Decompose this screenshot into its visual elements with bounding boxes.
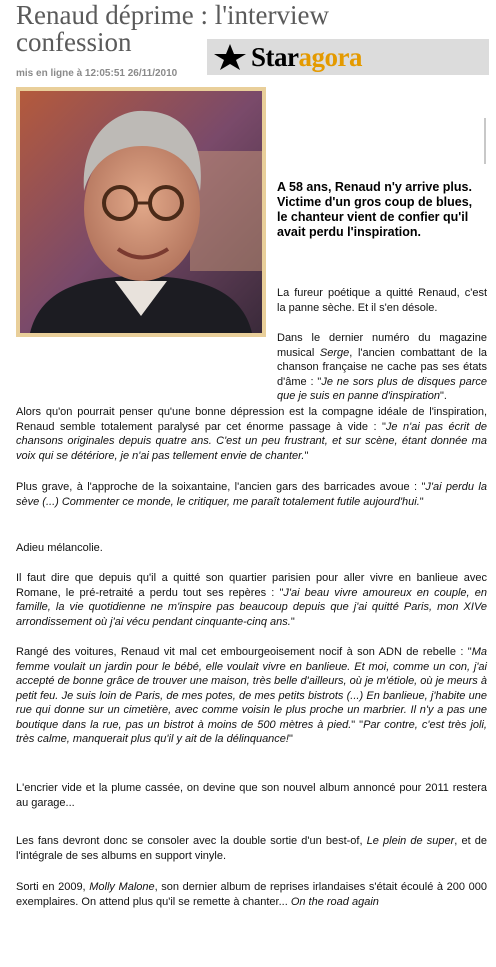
p7-end: " [288, 733, 293, 745]
paragraph-4 [16, 480, 487, 509]
paragraph-2 [16, 331, 487, 404]
p7-sep: " " [351, 718, 364, 731]
p4-quote: J'ai perdu la sève (...) Commenter ce monde, le critiquer, me paraît totalement futile aujourd'hui. [16, 481, 487, 508]
logo-word-star: Star [251, 41, 299, 72]
paragraph-10 [16, 880, 487, 909]
p6-quote: J'ai beau vivre amoureux en couple, en famille, la vie quotidienne ne m'inspire pas beaucoup depuis que j'ai quitté Paris, mon XIVe arrondissement où j'ai vécu pendant cinquante-cinq ans. [16, 586, 487, 628]
p9-text: Les fans devront donc se consoler avec la double sortie d'un best-of, [16, 835, 367, 847]
p2-text-e: ". [439, 390, 447, 402]
staragora-logo[interactable] [207, 39, 489, 75]
p9-end: , et de l'intégrale de ses albums en support vinyle. [16, 835, 487, 862]
p7-quote-2: Par contre, c'est très joli, très calme, manquerait plus qu'il y ait de la délinquance! [16, 718, 487, 745]
article-lead: A 58 ans, Renaud n'y arrive plus. Victime d'un gros coup de blues, le chanteur vient de confier qu'il avait perdu l'inspiration. [277, 180, 473, 239]
p10-quote: On the road again [290, 895, 379, 908]
p3-text: Alors qu'on pourrait penser qu'une bonne dépression est la compagne idéale de l'inspiration, Renaud semble totalement paralysé par cet énorme passage à vide : " [16, 406, 487, 433]
p3-end: " [304, 449, 309, 462]
star-icon [213, 43, 247, 71]
scroll-indicator [484, 118, 486, 164]
paragraph-1: La fureur poétique a quitté Renaud, c'est la panne sèche. Et il s'en désole. [277, 287, 487, 314]
logo-word-agora: agora [298, 41, 362, 72]
paragraph-3 [16, 405, 487, 463]
paragraph-6 [16, 571, 487, 629]
page-title: Renaud déprime : l'interview confession [16, 0, 330, 57]
paragraph-5: Adieu mélancolie. [16, 542, 103, 554]
bestof-title: Le plein de super [366, 835, 455, 847]
paragraph-8: L'encrier vide et la plume cassée, on devine que son nouvel album annoncé pour 2011 restera au garage... [16, 782, 487, 809]
p3-quote: Je n'ai pas écrit de chansons originales depuis quatre ans. C'est un peu frustrant, et sur scène, étant donnée ma voix qui se détériore, je n'ai pas tellement envie de chanter. [16, 420, 487, 462]
p2-text-c: , l'ancien combattant de la chanson française ne cache pas ses états d'âme : " [277, 346, 487, 388]
p2-quote: Je ne sors plus de disques parce que je suis en panne d'inspiration [277, 375, 487, 402]
publish-date: mis en ligne à 12:05:51 26/11/2010 [16, 68, 178, 79]
paragraph-9 [16, 834, 487, 863]
p4-end: " [419, 495, 424, 508]
p6-text: Il faut dire que depuis qu'il a quitté son quartier parisien pour aller vivre en banlieue avec Romane, le pré-retraité a perdu tout ses repères : " [16, 572, 487, 599]
p7-text: Rangé des voitures, Renaud vit mal cet embourgeoisement nocif à son ADN de rebelle : " [16, 646, 472, 658]
magazine-name: Serge [319, 346, 350, 359]
article-photo [16, 87, 266, 337]
p7-quote-1: Ma femme voulait un jardin pour le bébé, elle voulait vivre en banlieue. Et moi, comme un con, j'ai accepté de bonne grâce de trouver une maison, très belle d'ailleurs, où je m'étiole, où je meurs à petit feu. Je suis loin de Paris, de mes potes, de mes petits bistrots (...) En banlieue, j'habite une rue qui donne sur un cimetière, avec comme voisin le plus proche un marbrier. Il n'y a pas une boutique dans la rue, pas un bistrot à moins de 500 mètres à pied. [16, 646, 487, 731]
p6-end: " [290, 615, 295, 628]
paragraph-7 [16, 645, 487, 747]
p10-text-c: , son dernier album de reprises irlandaises s'était écoulé à 200 000 exemplaires. On attend plus qu'il se remette à chanter... [16, 881, 487, 908]
p10-text: Sorti en 2009, [16, 881, 90, 893]
album-title: Molly Malone [89, 881, 155, 893]
p2-text-a: Dans le dernier numéro du magazine musical [277, 332, 487, 359]
p4-text: Plus grave, à l'approche de la soixantaine, l'ancien gars des barricades avoue : " [16, 481, 426, 493]
